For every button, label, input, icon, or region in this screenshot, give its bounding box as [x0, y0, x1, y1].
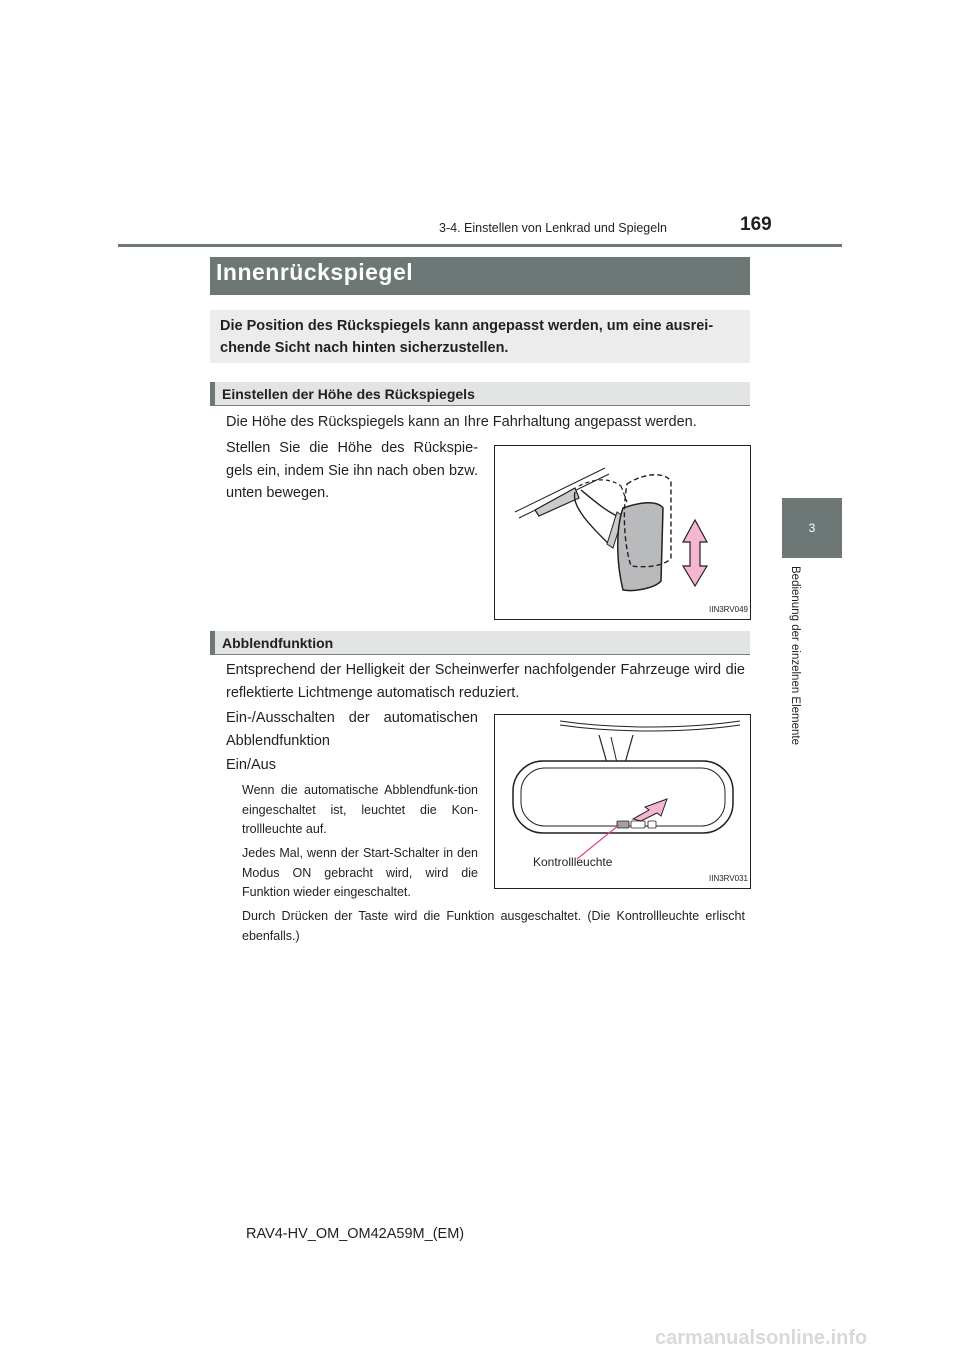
- dimming-section-marker: [210, 631, 215, 655]
- chapter-tab-label: [787, 566, 801, 766]
- height-paragraph: Die Höhe des Rückspiegels kann an Ihre Fahrhaltung angepasst werden.: [226, 414, 697, 430]
- chapter-tab-label-text: Bedienung der einzelnen Elemente: [789, 566, 801, 746]
- footer-model-code: RAV4-HV_OM_OM42A59M_(EM): [246, 1226, 465, 1242]
- page-title: Innenrückspiegel: [216, 259, 414, 285]
- running-header-section: 3-4. Einstellen von Lenkrad und Spiegeln: [439, 221, 667, 235]
- dimming-note-2: Jedes Mal, wenn der Start-Schalter in den Modus ON gebracht wird, wird die Funktion wieder eingeschaltet.: [242, 846, 478, 899]
- height-section-heading: Einstellen der Höhe des Rückspiegels: [222, 386, 475, 402]
- footer-watermark: carmanualsonline.info: [655, 1327, 868, 1349]
- dimming-on-off: Ein/Aus: [226, 757, 276, 773]
- dimming-section-heading: Abblendfunktion: [222, 635, 334, 651]
- mirror-height-illustration: [495, 446, 750, 619]
- dimming-note-1: Wenn die automatische Abblendfunk-tion eingeschaltet ist, leuchtet die Kon-trollleuchte auf.: [242, 783, 478, 836]
- figure-code: IIN3RV031: [709, 874, 748, 883]
- chapter-tab-number: 3: [808, 521, 816, 535]
- dimming-toggle-heading: Ein-/Ausschalten der automatischen Abblendfunktion: [226, 710, 478, 749]
- height-instruction: Stellen Sie die Höhe des Rückspie-gels ein, indem Sie ihn nach oben bzw. unten bewegen.: [226, 440, 478, 501]
- mirror-height-figure: [494, 445, 751, 620]
- header-rule: [118, 244, 842, 247]
- figure-code: IIN3RV049: [709, 605, 748, 614]
- page-number: 169: [740, 214, 772, 235]
- indicator-callout: Kontrollleuchte: [533, 855, 613, 869]
- mirror-dimming-figure: [494, 714, 751, 889]
- height-section-marker: [210, 382, 215, 406]
- intro-text: Die Position des Rückspiegels kann angepasst werden, um eine ausrei-chende Sicht nach hinten sicherzustellen.: [220, 318, 714, 356]
- dimming-note-3: Durch Drücken der Taste wird die Funktion ausgeschaltet. (Die Kontrollleuchte erlischt ebenfalls.): [242, 909, 745, 943]
- dimming-paragraph: Entsprechend der Helligkeit der Scheinwerfer nachfolgender Fahrzeuge wird die reflektierte Lichtmenge automatisch reduziert.: [226, 662, 745, 701]
